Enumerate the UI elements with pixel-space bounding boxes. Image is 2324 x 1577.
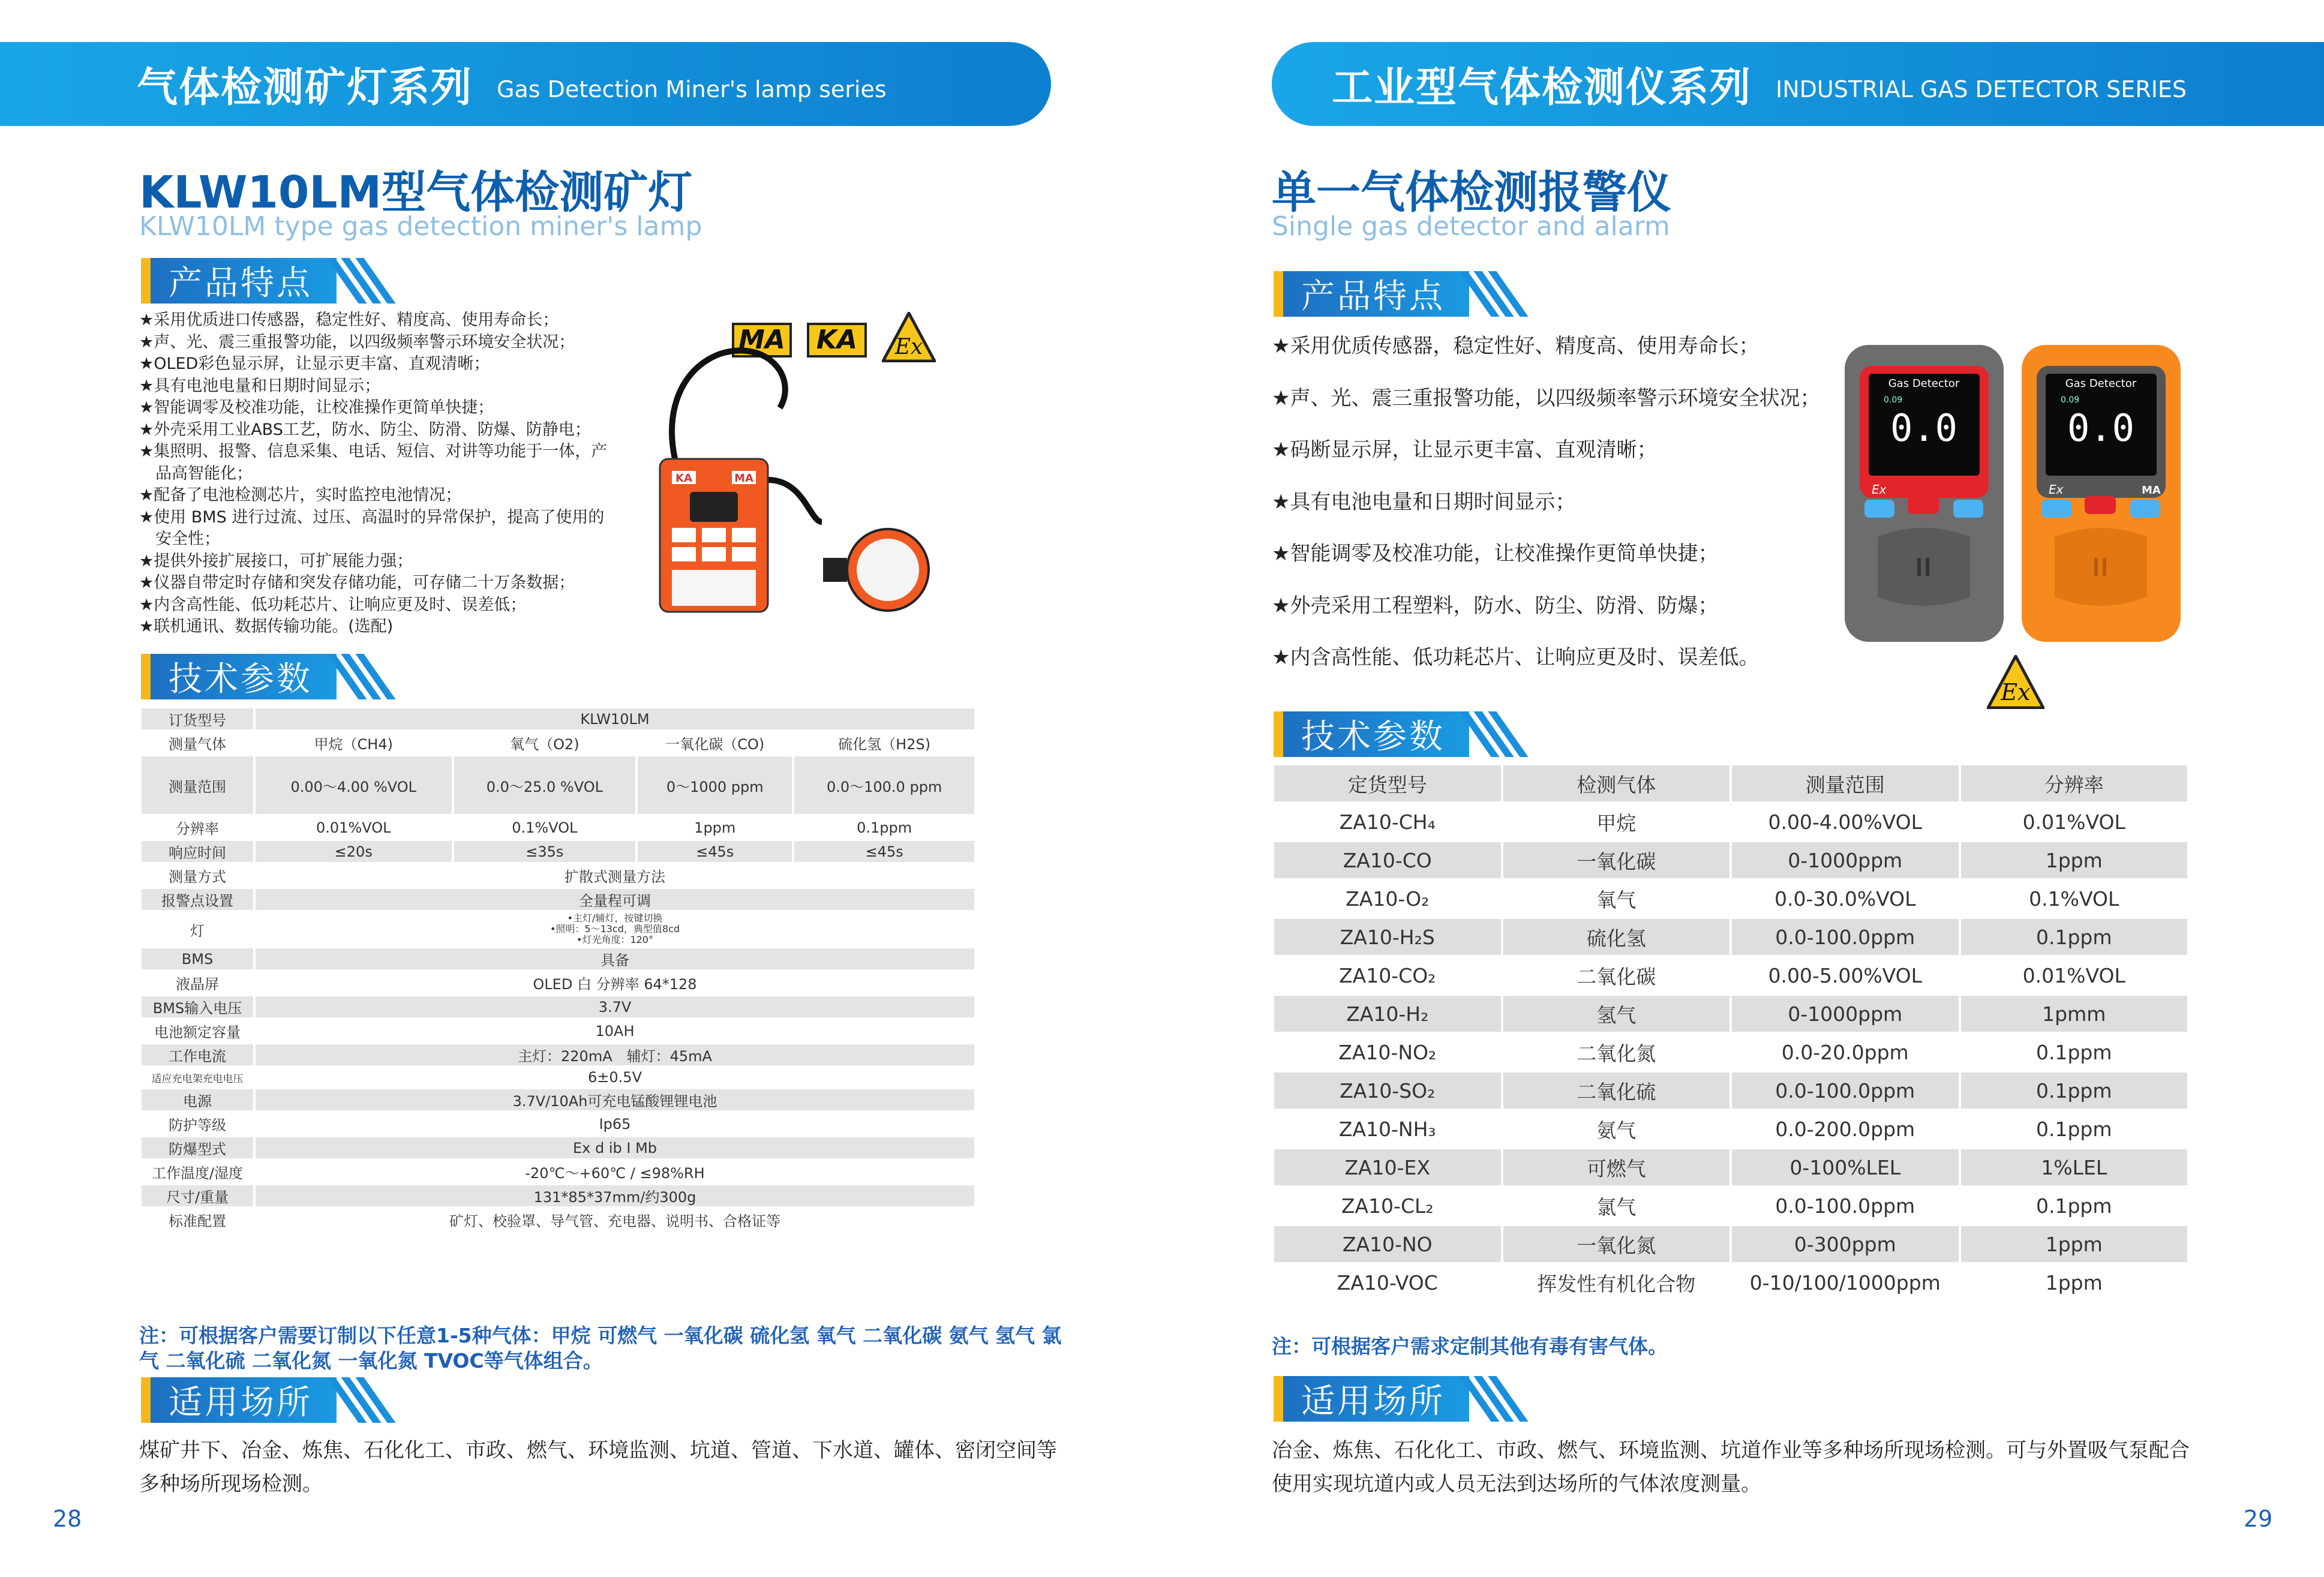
table-cell: 挥发性有机化合物 [1537, 1272, 1696, 1296]
left-banner [0, 42, 1051, 126]
spec-value: 10AH [595, 1022, 635, 1040]
table-row [1274, 881, 2187, 917]
table-cell: 一氧化碳 [1503, 842, 1730, 878]
spec-value-line: •照明：5～13cd，典型值8cd [550, 923, 680, 935]
spec-value: 一氧化碳（CO) [665, 736, 765, 753]
feature-item: ★仪器自带定时存储和突发存储功能，可存储二十万条数据； [139, 573, 575, 592]
ma-cert-mark: MA [732, 323, 792, 358]
left-product-subtitle: KLW10LM type gas detection miner's lamp [139, 211, 702, 242]
spec-value-line: •灯光角度：120° [577, 934, 653, 945]
spec-value: Ip65 [599, 1115, 631, 1133]
right-features-header [1274, 271, 1512, 317]
spec-row [142, 1209, 974, 1230]
spec-row [142, 913, 974, 945]
left-features-header [141, 258, 380, 304]
feature-item: ★采用优质传感器，稳定性好、精度高、使用寿命长； [1272, 334, 1759, 358]
table-cell: ZA10-H₂ [1274, 996, 1501, 1032]
spec-value: -20℃～+60℃ / ≤98%RH [525, 1165, 705, 1182]
table-cell: ZA10-CL₂ [1341, 1194, 1434, 1218]
spec-value: KLW10LM [256, 708, 974, 729]
feature-item: ★码断显示屏，让显示更丰富、直观清晰； [1272, 438, 1658, 462]
orange-device-ma-mark: MA [2142, 484, 2161, 497]
right-note: 注：可根据客户需求定制其他有毒有害气体。 [1272, 1335, 1668, 1358]
orange-device-top-reading: 0.09 [2061, 395, 2080, 405]
table-cell: 1%LEL [1961, 1149, 2188, 1185]
feature-item: ★外壳采用工程塑料，防水、防尘、防滑、防爆； [1272, 593, 1719, 618]
grey-device-top-reading: 0.09 [1884, 395, 1903, 405]
table-cell: 1ppm [1961, 842, 2188, 878]
table-cell: 甲烷 [1596, 811, 1637, 835]
feature-item: ★集照明、报警、信息采集、电话、短信、对讲等功能于一体，产 [139, 442, 608, 461]
table-cell: 0.01%VOL [2022, 810, 2125, 834]
table-row [1274, 804, 2187, 840]
table-row [1274, 996, 2187, 1032]
spec-value: 3.7V/10Ah可充电锰酸锂锂电池 [256, 1089, 974, 1110]
table-cell: ZA10-CO [1274, 842, 1501, 878]
feature-item: ★智能调零及校准功能，让校准操作更简单快捷； [139, 398, 494, 417]
left-features-header-label: 产品特点 [151, 258, 337, 304]
feature-item: ★声、光、震三重报警功能，以四级频率警示环境安全状况； [1272, 386, 1821, 410]
left-usage-header-label: 适用场所 [151, 1377, 337, 1423]
table-cell: 硫化氢 [1503, 919, 1730, 955]
table-row [1274, 1073, 2187, 1109]
table-cell: 氨气 [1596, 1118, 1637, 1142]
table-cell: 0.00-5.00%VOL [1768, 963, 1923, 987]
feature-item: ★具有电池电量和日期时间显示； [139, 376, 381, 395]
feature-item: ★声、光、震三重报警功能，以四级频率警示环境安全状况； [139, 332, 575, 352]
spec-value: 6±0.5V [588, 1069, 642, 1086]
feature-item: ★OLED彩色显示屏，让显示更丰富、直观清晰； [139, 355, 490, 373]
table-cell: 0.0-30.0%VOL [1774, 887, 1916, 911]
spec-row [142, 1185, 974, 1206]
table-cell: ZA10-VOC [1337, 1270, 1438, 1294]
spec-label: 防爆型式 [142, 1137, 253, 1158]
ex-cert-text: Ex [894, 335, 923, 359]
spec-value: 3.7V [256, 996, 974, 1017]
left-banner-subtitle: Gas Detection Miner's lamp series [497, 76, 887, 103]
table-cell: 二氧化氮 [1577, 1041, 1656, 1065]
spec-row [142, 817, 974, 838]
orange-device-label: Gas Detector [2065, 377, 2137, 390]
right-banner-subtitle: INDUSTRIAL GAS DETECTOR SERIES [1776, 76, 2187, 103]
table-row [1274, 1264, 2187, 1300]
table-cell: ZA10-SO₂ [1274, 1073, 1501, 1109]
spec-row [142, 1137, 974, 1158]
spec-value: 1ppm [694, 819, 736, 836]
feature-item: ★智能调零及校准功能，让校准操作更简单快捷； [1272, 542, 1719, 566]
table-row [1274, 957, 2187, 993]
orange-device-ex-mark: Ex [2049, 482, 2064, 497]
feature-item: ★具有电池电量和日期时间显示； [1272, 489, 1576, 514]
spec-value: 0.1%VOL [512, 819, 578, 836]
right-features-list [1272, 320, 1836, 684]
spec-value: 硫化氢（H2S) [838, 736, 931, 753]
table-cell: ZA10-CO₂ [1339, 963, 1436, 987]
table-row [1274, 1226, 2187, 1262]
left-spec-table [139, 705, 977, 1233]
miner-lamp-image [648, 342, 936, 618]
table-cell: 1pmm [1961, 996, 2188, 1032]
spec-value: 具备 [256, 948, 974, 969]
spec-label: 测量气体 [169, 736, 226, 753]
spec-value: 扩散式测量方法 [565, 869, 665, 885]
gas-detector-image [1842, 339, 2190, 651]
spec-value: 主灯：220mA 辅灯：45mA [256, 1044, 974, 1065]
spec-value: 0.00～4.00 %VOL [256, 756, 452, 814]
spec-label: 响应时间 [142, 841, 253, 862]
spec-value: 0.0～100.0 ppm [794, 756, 974, 814]
spec-row [142, 996, 974, 1017]
device-ka-label: KA [675, 472, 692, 485]
table-header-row [1274, 765, 2187, 801]
feature-item: ★外壳采用工业ABS工艺，防水、防尘、防滑、防爆、防静电； [139, 420, 591, 439]
table-cell: 氯气 [1596, 1195, 1637, 1219]
table-cell: 0-100%LEL [1732, 1149, 1959, 1185]
left-usage-text: 煤矿井下、冶金、炼焦、石化化工、市政、燃气、环境监测、坑道、管道、下水道、罐体、密闭空间等多种场所现场检测。 [139, 1438, 1057, 1496]
table-cell: 0-1000ppm [1732, 996, 1959, 1032]
table-cell: 0.00-4.00%VOL [1768, 810, 1923, 834]
spec-label: 标准配置 [169, 1213, 226, 1230]
spec-row [142, 972, 974, 993]
feature-item: 安全性； [139, 530, 220, 548]
table-cell: 0.1ppm [2035, 1194, 2112, 1218]
spec-value: 矿灯、校验罩、导气管、充电器、说明书、合格证等 [449, 1213, 780, 1230]
spec-value: Ex d ib Ⅰ Mb [256, 1137, 974, 1158]
left-note: 注：可根据客户需要订制以下任意1-5种气体：甲烷 可燃气 一氧化碳 硫化氢 氧气 二氧化碳 氨气 氢气 氯气 二氧化硫 二氧化氮 一氧化氮 TVOC等气体组合。 [139, 1324, 1062, 1372]
table-cell: 0.1ppm [2035, 1117, 2112, 1141]
left-product-title: KLW10LM型气体检测矿灯 [139, 167, 693, 218]
spec-label: 尺寸/重量 [142, 1185, 253, 1206]
spec-label: 测量方式 [169, 869, 226, 885]
right-usage-header [1274, 1376, 1512, 1422]
table-cell: 0.1%VOL [2029, 887, 2119, 911]
grey-device-label: Gas Detector [1888, 377, 1960, 390]
spec-value: ≤45s [638, 841, 792, 862]
table-cell: 0.1ppm [2035, 1040, 2112, 1064]
table-row [1274, 1188, 2187, 1224]
ka-cert-mark: KA [807, 323, 867, 358]
feature-item: ★内含高性能、低功耗芯片、让响应更及时、误差低。 [1272, 645, 1759, 669]
table-cell: ZA10-H₂S [1274, 919, 1501, 955]
spec-value: ≤45s [794, 841, 974, 862]
spec-row [142, 732, 974, 753]
table-cell: 0.1ppm [1961, 919, 2188, 955]
spec-row [142, 708, 974, 729]
spec-row [142, 1113, 974, 1134]
spec-label: 电源 [142, 1089, 253, 1110]
right-usage-text: 冶金、炼焦、石化化工、市政、燃气、环境监测、坑道作业等多种场所现场检测。可与外置吸气泵配合使用实现坑道内或人员无法到达场所的气体浓度测量。 [1272, 1438, 2190, 1496]
spec-label: 测量范围 [142, 756, 253, 814]
grey-device-ex-mark: Ex [1872, 482, 1887, 497]
spec-value: ≤35s [454, 841, 636, 862]
table-cell: ZA10-NO [1274, 1226, 1501, 1262]
spec-row [142, 1161, 974, 1182]
spec-value: 0.01%VOL [316, 819, 391, 836]
table-cell: 1ppm [1961, 1226, 2188, 1262]
table-cell: 0.0-100.0ppm [1775, 1194, 1915, 1218]
right-page-number: 29 [2244, 1506, 2273, 1532]
table-cell: 二氧化硫 [1503, 1073, 1730, 1109]
grey-device-reading: 0.0 [1890, 406, 1957, 450]
spec-value-line: •主灯/辅灯，按键切换 [567, 912, 663, 924]
right-product-title: 单一气体检测报警仪 [1272, 167, 1671, 218]
left-usage-header [141, 1377, 380, 1423]
spec-value: OLED 白 分辨率 64*128 [533, 976, 697, 993]
spec-label: 订货型号 [142, 708, 253, 729]
table-cell: 氢气 [1503, 996, 1730, 1032]
table-header-cell: 分辨率 [1961, 765, 2188, 801]
left-features-list [139, 310, 667, 638]
spec-label: 防护等级 [169, 1117, 226, 1134]
spec-value: ≤20s [256, 841, 452, 862]
spec-value: 氧气（O2) [510, 736, 580, 753]
left-banner-title: 气体检测矿灯系列 [137, 64, 473, 112]
right-specs-header [1274, 711, 1512, 757]
table-cell: 0.0-20.0ppm [1781, 1040, 1909, 1064]
spec-label: 液晶屏 [176, 976, 219, 993]
feature-item: ★内含高性能、低功耗芯片、让响应更及时、误差低； [139, 595, 527, 614]
spec-value: 甲烷（CH4) [314, 736, 393, 753]
spec-row [142, 756, 974, 814]
left-specs-header-label: 技术参数 [151, 654, 337, 699]
spec-label: 工作电流 [142, 1044, 253, 1065]
table-cell: 二氧化碳 [1577, 965, 1656, 989]
spec-label: 电池额定容量 [154, 1024, 241, 1041]
spec-label: 工作温度/湿度 [151, 1165, 244, 1182]
right-ex-cert-icon [1987, 655, 2044, 709]
table-row [1274, 1149, 2187, 1185]
table-cell: 0-300ppm [1732, 1226, 1959, 1262]
table-cell: 1ppm [2045, 1270, 2103, 1294]
spec-label: 报警点设置 [142, 889, 253, 910]
right-banner-title: 工业型气体检测仪系列 [1332, 64, 1752, 112]
table-header-cell: 检测气体 [1503, 765, 1730, 801]
feature-item: ★联机通讯、数据传输功能。(选配) [139, 617, 394, 636]
table-cell: 0-1000ppm [1732, 842, 1959, 878]
feature-item: ★使用 BMS 进行过流、过压、高温时的异常保护，提高了使用的 [139, 507, 605, 527]
left-specs-header [141, 654, 380, 699]
right-product-subtitle: Single gas detector and alarm [1272, 211, 1670, 242]
table-cell: ZA10-CH₄ [1339, 810, 1436, 834]
table-cell: 0.01%VOL [2022, 963, 2125, 987]
right-banner [1272, 42, 2324, 126]
spec-row [142, 841, 974, 862]
table-cell: 0-10/100/1000ppm [1749, 1270, 1941, 1294]
right-ex-cert-text: Ex [2001, 679, 2031, 705]
spec-label: BMS输入电压 [142, 996, 253, 1017]
spec-value: 131*85*37mm/约300g [256, 1185, 974, 1206]
table-cell: ZA10-NH₃ [1338, 1117, 1436, 1141]
feature-item: ★采用优质进口传感器，稳定性好、精度高、使用寿命长； [139, 311, 559, 329]
table-row [1274, 1111, 2187, 1147]
right-spec-table [1272, 763, 2190, 1303]
table-cell: 一氧化氮 [1503, 1226, 1730, 1262]
right-features-header-label: 产品特点 [1283, 271, 1469, 317]
table-cell: 氧气 [1596, 888, 1637, 912]
spec-label: BMS [142, 948, 253, 969]
spec-value: 0.0～25.0 %VOL [454, 756, 636, 814]
table-header-cell: 测量范围 [1732, 765, 1959, 801]
table-row [1274, 919, 2187, 955]
spec-value: 0.1ppm [857, 819, 912, 836]
right-specs-header-label: 技术参数 [1283, 711, 1469, 757]
table-cell: ZA10-EX [1274, 1149, 1501, 1185]
table-cell: 0.1ppm [1961, 1073, 2188, 1109]
spec-label: 分辨率 [176, 821, 219, 837]
spec-row [142, 1068, 974, 1086]
device-ma-label: MA [734, 472, 753, 485]
table-cell: 0.0-200.0ppm [1775, 1117, 1915, 1141]
table-row [1274, 842, 2187, 878]
table-cell: 0.0-100.0ppm [1732, 919, 1959, 955]
right-usage-header-label: 适用场所 [1283, 1376, 1469, 1422]
spec-row [142, 865, 974, 886]
feature-item: 品高智能化； [139, 464, 253, 483]
spec-value: 0～1000 ppm [638, 756, 792, 814]
table-row [1274, 1034, 2187, 1070]
spec-label: 灯 [190, 922, 205, 939]
spec-row [142, 1044, 974, 1065]
spec-label: 适应充电架充电电压 [151, 1073, 244, 1085]
left-page-number: 28 [53, 1506, 82, 1532]
spec-row [142, 948, 974, 969]
orange-device-reading: 0.0 [2067, 406, 2134, 450]
spec-row [142, 889, 974, 910]
spec-row [142, 1089, 974, 1110]
table-cell: ZA10-NO₂ [1338, 1040, 1437, 1064]
feature-item: ★提供外接扩展接口，可扩展能力强； [139, 551, 413, 570]
spec-value: 全量程可调 [256, 889, 974, 910]
table-header-cell: 定货型号 [1274, 765, 1501, 801]
spec-row [142, 1020, 974, 1041]
table-cell: 可燃气 [1503, 1149, 1730, 1185]
table-cell: 0.0-100.0ppm [1732, 1073, 1959, 1109]
feature-item: ★配备了电池检测芯片，实时监控电池情况； [139, 486, 462, 504]
table-cell: ZA10-O₂ [1346, 887, 1430, 911]
